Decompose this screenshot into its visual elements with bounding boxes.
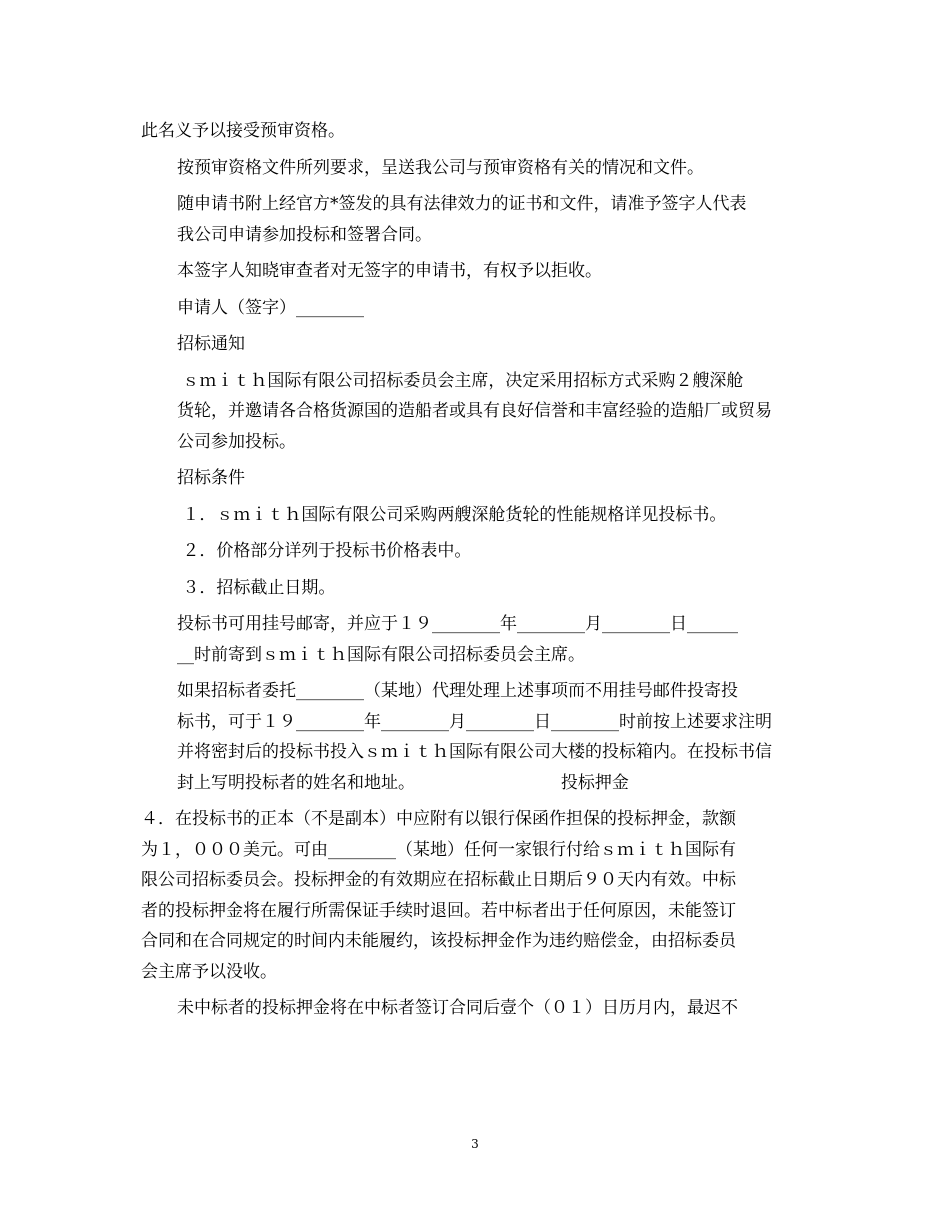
text-line: ４．在投标书的正本（不是副本）中应附有以银行保函作担保的投标押金，款额 <box>141 809 736 829</box>
paragraph <box>141 463 801 494</box>
text-line: 如果招标者委托________（某地）代理处理上述事项而不用挂号邮件投寄投 <box>177 681 738 701</box>
paragraph <box>141 293 801 324</box>
text-line: 为１，０００美元。可由________（某地）任何一家银行付给ｓｍｉｔｈ国际有 <box>141 839 736 860</box>
text-line: 并将密封后的投标书投入ｓｍｉｔｈ国际有限公司大楼的投标箱内。在投标书信 <box>177 742 772 762</box>
text-line: 此名义予以接受预审资格。 <box>141 121 345 141</box>
text-line: 我公司申请参加投标和签署合同。 <box>177 224 432 245</box>
paragraph <box>141 573 801 604</box>
text-line: __时前寄到ｓｍｉｔｈ国际有限公司招标委员会主席。 <box>177 644 585 665</box>
paragraph <box>141 116 801 147</box>
text-line: 合同和在合同规定的时间内未能履约，该投标押金作为违约赔偿金，由招标委员 <box>141 931 736 951</box>
text-line: 招标通知 <box>177 334 245 354</box>
text-line: ｓｍｉｔｈ国际有限公司招标委员会主席，决定采用招标方式采购２艘深舱 <box>177 370 744 391</box>
text-line: 公司参加投标。 <box>177 431 296 452</box>
text-line: ２．价格部分详列于投标书价格表中。 <box>177 541 472 561</box>
document-body <box>141 116 801 1030</box>
text-line: 随申请书附上经官方*签发的具有法律效力的证书和文件，请准予签字人代表 <box>177 194 747 214</box>
paragraph <box>141 804 801 987</box>
text-line: 招标条件 <box>177 468 245 488</box>
paragraph <box>141 993 801 1024</box>
paragraph <box>141 189 801 250</box>
paragraph <box>141 676 801 798</box>
paragraph <box>141 500 801 531</box>
text-line: 者的投标押金将在履行所需保证手续时退回。若中标者出于任何原因，未能签订 <box>141 900 736 921</box>
paragraph <box>141 609 801 670</box>
text-line: ３．招标截止日期。 <box>177 577 336 598</box>
paragraph <box>141 536 801 567</box>
page-number: 3 <box>471 1137 479 1151</box>
text-line: 货轮，并邀请各合格货源国的造船者或具有良好信誉和丰富经验的造船厂或贸易 <box>177 401 772 421</box>
text-line: 投标书可用挂号邮寄，并应于１９________年________月________日______ <box>177 614 738 634</box>
text-line: 本签字人知晓审查者对无签字的申请书，有权予以拒收。 <box>177 261 602 281</box>
text-line: 标书，可于１９________年________月________日________时前按上述要求注明 <box>177 711 772 732</box>
text-line: 限公司招标委员会。投标押金的有效期应在招标截止日期后９０天内有效。中标 <box>141 870 736 890</box>
text-line: 会主席予以没收。 <box>141 961 277 982</box>
paragraph <box>141 366 801 458</box>
text-line: 申请人（签字）________ <box>177 297 364 318</box>
paragraph <box>141 153 801 184</box>
paragraph <box>141 256 801 287</box>
text-line: １．ｓｍｉｔｈ国际有限公司采购两艘深舱货轮的性能规格详见投标书。 <box>177 504 727 525</box>
text-line: 未中标者的投标押金将在中标者签订合同后壹个（０１）日历月内，最迟不 <box>177 998 738 1018</box>
paragraph <box>141 329 801 360</box>
text-line: 封上写明投标者的姓名和地址。 投标押金 <box>177 772 629 793</box>
text-line: 按预审资格文件所列要求，呈送我公司与预审资格有关的情况和文件。 <box>177 157 704 178</box>
